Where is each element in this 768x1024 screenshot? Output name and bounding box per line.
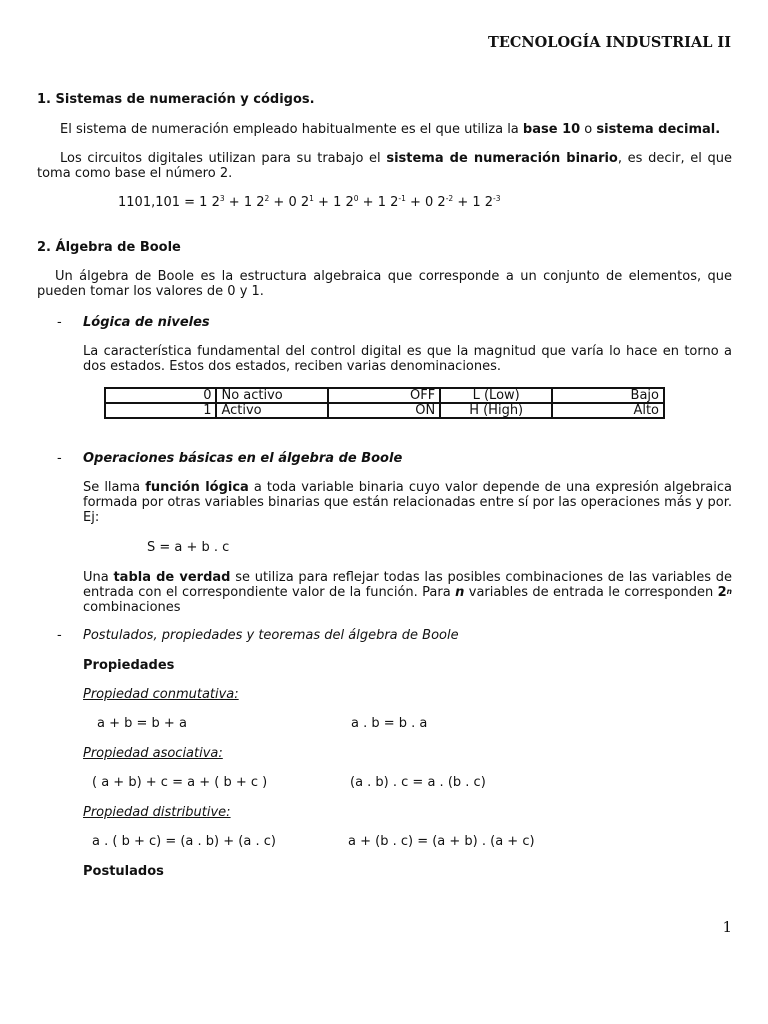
text: variables de entrada le corresponden	[464, 585, 718, 600]
formula-part: + 1 2	[224, 195, 265, 210]
exponent: n	[726, 587, 733, 596]
exponent: -3	[493, 194, 501, 203]
conmutativa-suma: a + b = b + a	[97, 716, 187, 731]
distributiva-label: Propiedad distributive:	[83, 805, 231, 820]
table-cell: L (Low)	[440, 388, 552, 403]
bold-text: base 10	[522, 122, 581, 137]
exponent: 1	[309, 194, 314, 203]
bold-text: sistema de numeración binario	[386, 151, 618, 166]
binary-formula	[118, 195, 501, 210]
levels-table	[104, 387, 665, 419]
subsection-title: Postulados, propiedades y teoremas del álgebra de Boole	[83, 628, 459, 643]
text: Se llama	[83, 480, 146, 495]
exponent: 0	[353, 194, 359, 203]
formula-part: + 0 2	[405, 195, 446, 210]
formula-part: + 1 2	[453, 195, 494, 210]
formula-part: + 0 2	[269, 195, 310, 210]
table-cell: Alto	[552, 403, 664, 418]
asociativa-producto: (a . b) . c = a . (b . c)	[350, 775, 486, 790]
table-cell: 1	[105, 403, 216, 418]
section-1-paragraph-1	[60, 122, 720, 137]
bold-text: tabla de verdad	[113, 570, 231, 585]
text: El sistema de numeración empleado habitualmente es el que utiliza la	[60, 122, 523, 137]
postulados-heading: Postulados	[83, 864, 164, 879]
bold-italic-text: n	[455, 585, 465, 600]
text: , es decir, el que toma como base el número 2.	[37, 151, 732, 181]
bold-text: 2	[717, 585, 727, 600]
section-2-intro: Un álgebra de Boole es la estructura algebraica que corresponde a un conjunto de elementos, que pueden tomar los valores de 0 y 1.	[37, 269, 732, 299]
formula-part: + 1 2	[313, 195, 354, 210]
conmutativa-label: Propiedad conmutativa:	[83, 687, 239, 702]
text: Los circuitos digitales utilizan para su trabajo el	[60, 151, 387, 166]
section-1-heading: 1. Sistemas de numeración y códigos.	[37, 92, 315, 107]
exponent: 2	[264, 194, 270, 203]
propiedades-heading: Propiedades	[83, 658, 175, 673]
conmutativa-producto: a . b = b . a	[351, 716, 428, 731]
asociativa-suma: ( a + b) + c = a + ( b + c )	[92, 775, 268, 790]
subsection-title: Lógica de niveles	[83, 315, 210, 330]
text: Una	[83, 570, 114, 585]
text: se utiliza para reflejar todas las posibles combinaciones de las variables de entrada con el correspondiente valor de la función. Para	[83, 570, 733, 600]
subsection-operaciones	[57, 451, 402, 466]
page-header: TECNOLOGÍA INDUSTRIAL II	[488, 34, 731, 51]
subsection-logica-niveles	[57, 315, 210, 330]
table-row	[105, 403, 664, 418]
table-cell: ON	[328, 403, 440, 418]
distributiva-2: a + (b . c) = (a + b) . (a + c)	[348, 834, 535, 849]
distributiva-1: a . ( b + c) = (a . b) + (a . c)	[92, 834, 276, 849]
subsection-title: Operaciones básicas en el álgebra de Boole	[83, 451, 403, 466]
exponent: -2	[445, 194, 454, 203]
text: a toda variable binaria cuyo valor depende de una expresión algebraica formada por otras variables binarias que están relacionadas entre sí por las operaciones más y por. Ej:	[83, 480, 732, 525]
table-cell: No activo	[216, 388, 328, 403]
subsection-postulados	[57, 628, 459, 643]
formula-part: + 1 2	[358, 195, 399, 210]
niveles-paragraph: La característica fundamental del control digital es que la magnitud que varía lo hace en torno a dos estados. Estos dos estados, reciben varias denominaciones.	[83, 344, 732, 374]
dash-bullet: -	[57, 628, 62, 643]
text: combinaciones	[83, 600, 181, 615]
dash-bullet: -	[57, 451, 62, 466]
asociativa-label: Propiedad asociativa:	[83, 746, 223, 761]
table-cell: H (High)	[440, 403, 552, 418]
funcion-logica-paragraph	[83, 480, 732, 525]
formula-part: 1101,101 = 1 2	[118, 195, 220, 210]
example-expression: S = a + b . c	[147, 540, 230, 555]
text: o	[580, 122, 597, 137]
section-1-paragraph-2	[37, 151, 732, 181]
table-cell: OFF	[328, 388, 440, 403]
bold-text: sistema decimal.	[596, 122, 721, 137]
dash-bullet: -	[57, 315, 62, 330]
table-cell: Bajo	[552, 388, 664, 403]
tabla-verdad-paragraph	[83, 570, 732, 615]
exponent: 3	[219, 194, 225, 203]
table-cell: Activo	[216, 403, 328, 418]
table-row	[105, 388, 664, 403]
table-cell: 0	[105, 388, 216, 403]
exponent: -1	[398, 194, 406, 203]
bold-text: función lógica	[145, 480, 249, 495]
page-number: 1	[722, 918, 732, 936]
section-2-heading: 2. Álgebra de Boole	[37, 240, 181, 255]
